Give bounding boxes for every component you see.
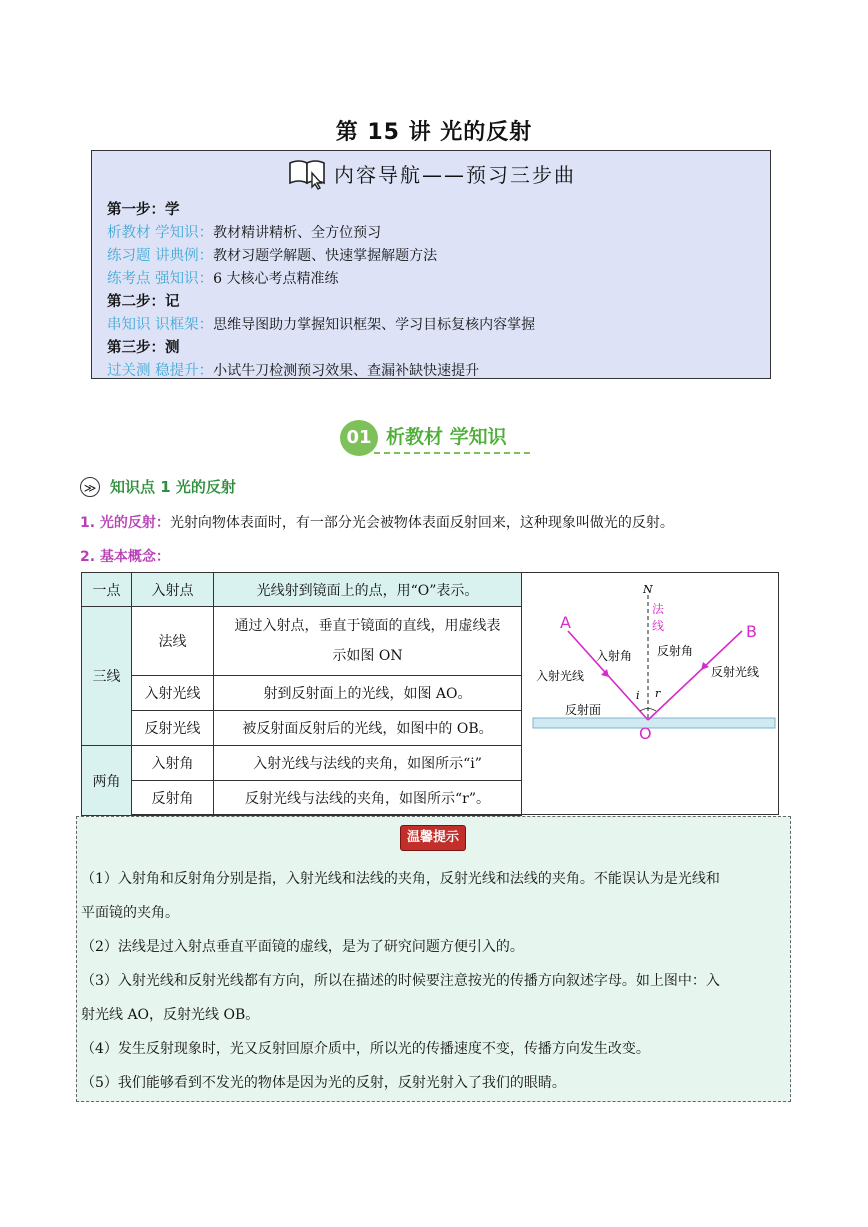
section-banner [340, 418, 530, 458]
cell-fanshejiao: 反射角 [132, 781, 214, 816]
faxian-desc-line-1: 通过入射点，垂直于镜面的直线，用虚线表 [234, 618, 501, 634]
reflection-diagram [521, 573, 778, 814]
cell-rushejiao-desc: 入射光线与法线的夹角，如图所示“i” [214, 746, 522, 781]
cell-faxian: 法线 [132, 607, 214, 676]
nav-item-key: 析教材 学知识： [107, 225, 214, 241]
nav-item-line [107, 268, 535, 291]
section-underline [374, 452, 530, 454]
nav-item-text: 6 大核心考点精准练 [213, 271, 339, 287]
nav-item-text: 教材精讲精析、全方位预习 [213, 225, 382, 241]
tip-line: 射光线 AO，反射光线 OB。 [81, 1007, 260, 1023]
label-n: N [643, 583, 653, 596]
label-o: O [639, 724, 652, 743]
tip-line: （2）法线是过入射点垂直平面镜的虚线，是为了研究问题方便引入的。 [81, 939, 524, 955]
nav-item-key: 串知识 识框架： [107, 317, 214, 333]
nav-item-key: 过关测 稳提升： [107, 363, 214, 379]
nav-step-line [107, 199, 535, 222]
nav-item-text: 小试牛刀检测预习效果、查漏补缺快速提升 [213, 363, 480, 379]
cell-rushe-guangxian-desc: 射到反射面上的光线，如图 AO。 [214, 676, 522, 711]
nav-item-line [107, 245, 535, 268]
nav-step-text: 第三步：测 [107, 340, 180, 356]
cell-fanshe-guangxian: 反射光线 [132, 711, 214, 746]
navigation-steps [107, 199, 535, 383]
knowledge-point-title: 知识点 1 光的反射 [110, 478, 236, 496]
cell-rushedian: 入射点 [132, 573, 214, 607]
nav-step-text: 第二步：记 [107, 294, 180, 310]
tips-box [76, 816, 791, 1102]
cell-faxian-desc [214, 607, 522, 676]
definition-text: 光射向物体表面时，有一部分光会被物体表面反射回来，这种现象叫做光的反射。 [169, 515, 674, 531]
page-title: 第 15 讲 光的反射 [335, 120, 533, 145]
tip-line: 平面镜的夹角。 [81, 905, 179, 921]
tip-line: （5）我们能够看到不发光的物体是因为光的反射，反射光射入了我们的眼睛。 [81, 1075, 566, 1091]
nav-step-line [107, 291, 535, 314]
definition-paragraph [80, 512, 674, 532]
label-incident-angle: 入射角 [596, 649, 633, 663]
nav-item-line [107, 314, 535, 337]
nav-item-text: 教材习题学解题、快速掌握解题方法 [213, 248, 438, 264]
label-surface: 反射面 [565, 703, 602, 717]
concepts-label-text: 2. 基本概念： [80, 549, 170, 565]
concepts-label [80, 546, 170, 566]
nav-item-line [107, 360, 535, 383]
cell-liangjiao: 两角 [82, 746, 132, 816]
cell-rushejiao: 入射角 [132, 746, 214, 781]
label-reflect-ray: 反射光线 [711, 665, 760, 679]
cell-sanxian: 三线 [82, 607, 132, 746]
nav-item-key: 练习题 讲典例： [107, 248, 214, 264]
label-reflect-angle: 反射角 [657, 644, 694, 658]
concept-table [81, 572, 522, 816]
nav-item-key: 练考点 强知识： [107, 271, 214, 287]
label-normal-1: 法 [652, 602, 665, 616]
section-number: 01 [340, 420, 378, 456]
section-title: 析教材 学知识 [386, 426, 507, 448]
faxian-desc-line-2: 示如图 ON [332, 648, 403, 664]
cell-fanshejiao-desc: 反射光线与法线的夹角，如图所示“r”。 [214, 781, 522, 816]
content-navigation-box [91, 150, 771, 379]
cell-rushe-guangxian: 入射光线 [132, 676, 214, 711]
nav-step-line [107, 337, 535, 360]
label-incident-ray: 入射光线 [536, 669, 585, 683]
label-normal-2: 线 [652, 619, 665, 633]
cell-yidian: 一点 [82, 573, 132, 607]
navigation-heading-text: 内容导航——预习三步曲 [334, 163, 576, 187]
label-a: A [560, 613, 571, 632]
label-i: i [636, 689, 640, 702]
label-b: B [746, 622, 757, 641]
tip-line: （4）发生反射现象时，光又反射回原介质中，所以光的传播速度不变，传播方向发生改变。 [81, 1041, 650, 1057]
double-chevron-icon: ≫ [80, 477, 100, 497]
mirror-surface [533, 718, 775, 728]
tip-line: （3）入射光线和反射光线都有方向，所以在描述的时候要注意按光的传播方向叙述字母。如上图中：入 [81, 973, 720, 989]
nav-step-text: 第一步：学 [107, 202, 180, 218]
book-pointer-icon [286, 157, 330, 196]
cell-fanshe-guangxian-desc: 被反射面反射后的光线，如图中的 OB。 [214, 711, 522, 746]
cell-rushedian-desc: 光线射到镜面上的点，用“O”表示。 [214, 573, 522, 607]
tips-badge: 温馨提示 [400, 825, 466, 851]
navigation-heading [92, 157, 770, 196]
nav-item-line [107, 222, 535, 245]
tip-line: （1）入射角和反射角分别是指，入射光线和法线的夹角，反射光线和法线的夹角。不能误认为是光线和 [81, 871, 720, 887]
label-r: r [655, 687, 661, 700]
tips-lines [81, 867, 781, 1105]
nav-item-text: 思维导图助力掌握知识框架、学习目标复核内容掌握 [213, 317, 536, 333]
definition-label: 1. 光的反射： [80, 515, 170, 531]
